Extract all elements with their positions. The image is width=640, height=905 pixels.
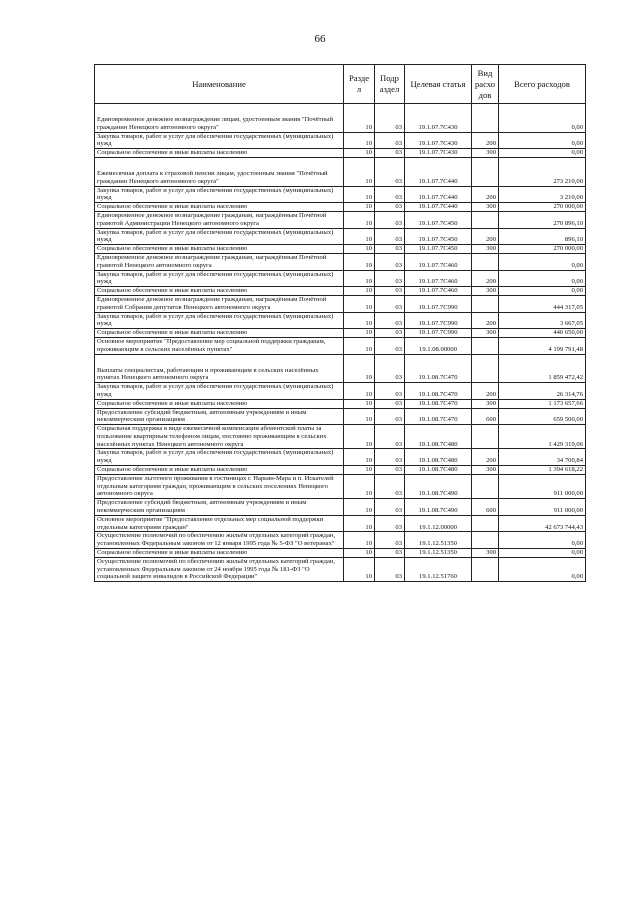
table-row bbox=[95, 383, 586, 400]
row-section: 10 bbox=[344, 515, 375, 532]
row-target: 19.1.08.7С480 bbox=[405, 466, 472, 475]
row-section: 10 bbox=[344, 157, 375, 186]
row-name: Предоставление субсидий бюджетным, автономным учреждениям и иным некоммерческим организациям bbox=[95, 499, 344, 516]
table-row bbox=[95, 157, 586, 186]
row-name: Социальное обеспечение и иные выплаты населению bbox=[95, 149, 344, 158]
row-subsection: 03 bbox=[375, 474, 405, 498]
table-row bbox=[95, 312, 586, 329]
row-target: 19.1.07.7С430 bbox=[405, 104, 472, 133]
row-subsection: 03 bbox=[375, 425, 405, 449]
row-section: 10 bbox=[344, 104, 375, 133]
table-row bbox=[95, 186, 586, 203]
row-amount: 0,00 bbox=[499, 253, 586, 270]
table-row bbox=[95, 329, 586, 338]
table-row bbox=[95, 337, 586, 354]
row-name: Закупка товаров, работ и услуг для обеспечения государственных (муниципальных) нужд bbox=[95, 186, 344, 203]
row-subsection: 03 bbox=[375, 228, 405, 245]
table-header-row bbox=[95, 65, 586, 104]
row-amount: 270 896,10 bbox=[499, 211, 586, 228]
row-subsection: 03 bbox=[375, 245, 405, 254]
row-target: 19.1.12.51760 bbox=[405, 557, 472, 581]
row-name: Закупка товаров, работ и услуг для обеспечения государственных (муниципальных) нужд bbox=[95, 383, 344, 400]
row-section: 10 bbox=[344, 186, 375, 203]
budget-table bbox=[94, 64, 586, 582]
header-target: Целевая статья bbox=[405, 65, 472, 104]
row-name: Социальное обеспечение и иные выплаты населению bbox=[95, 466, 344, 475]
row-name: Закупка товаров, работ и услуг для обеспечения государственных (муниципальных) нужд bbox=[95, 312, 344, 329]
row-subsection: 03 bbox=[375, 557, 405, 581]
table-row bbox=[95, 149, 586, 158]
row-name: Выплаты специалистам, работающим и проживающим в сельских населённых пунктах Ненецкого автономного округа bbox=[95, 354, 344, 383]
row-section: 10 bbox=[344, 312, 375, 329]
row-subsection: 03 bbox=[375, 466, 405, 475]
row-target: 19.1.07.7С460 bbox=[405, 287, 472, 296]
row-subsection: 03 bbox=[375, 149, 405, 158]
row-amount: 0,00 bbox=[499, 557, 586, 581]
row-amount: 273 210,00 bbox=[499, 157, 586, 186]
row-type: 200 bbox=[472, 228, 499, 245]
row-target: 19.1.08.7С470 bbox=[405, 408, 472, 425]
row-subsection: 03 bbox=[375, 157, 405, 186]
row-section: 10 bbox=[344, 474, 375, 498]
row-section: 10 bbox=[344, 203, 375, 212]
row-target: 19.1.08.7С470 bbox=[405, 354, 472, 383]
row-subsection: 03 bbox=[375, 211, 405, 228]
row-section: 10 bbox=[344, 425, 375, 449]
row-type: 300 bbox=[472, 203, 499, 212]
row-amount: 0,00 bbox=[499, 132, 586, 149]
row-amount: 42 673 744,43 bbox=[499, 515, 586, 532]
row-type: 300 bbox=[472, 466, 499, 475]
row-type: 200 bbox=[472, 449, 499, 466]
row-amount: 444 317,05 bbox=[499, 295, 586, 312]
row-type: 300 bbox=[472, 245, 499, 254]
row-target: 19.1.12.51350 bbox=[405, 549, 472, 558]
row-target: 19.1.07.7С440 bbox=[405, 157, 472, 186]
row-section: 10 bbox=[344, 253, 375, 270]
table-row bbox=[95, 287, 586, 296]
row-amount: 659 500,00 bbox=[499, 408, 586, 425]
row-section: 10 bbox=[344, 149, 375, 158]
row-subsection: 03 bbox=[375, 354, 405, 383]
row-type bbox=[472, 557, 499, 581]
row-section: 10 bbox=[344, 329, 375, 338]
row-amount: 911 000,00 bbox=[499, 499, 586, 516]
row-subsection: 03 bbox=[375, 253, 405, 270]
row-subsection: 03 bbox=[375, 132, 405, 149]
row-type bbox=[472, 157, 499, 186]
row-name: Основное мероприятие "Предоставление мер социальной поддержки гражданам, проживающим в сельских населённых пунктах" bbox=[95, 337, 344, 354]
row-type bbox=[472, 295, 499, 312]
table-row bbox=[95, 211, 586, 228]
table-row bbox=[95, 245, 586, 254]
row-section: 10 bbox=[344, 383, 375, 400]
table-row bbox=[95, 466, 586, 475]
row-section: 10 bbox=[344, 287, 375, 296]
row-name: Социальное обеспечение и иные выплаты населению bbox=[95, 549, 344, 558]
row-target: 19.1.08.7С470 bbox=[405, 383, 472, 400]
row-amount: 270 000,00 bbox=[499, 245, 586, 254]
table-body bbox=[95, 104, 586, 582]
row-type: 200 bbox=[472, 383, 499, 400]
table-row bbox=[95, 203, 586, 212]
row-amount: 1 394 618,22 bbox=[499, 466, 586, 475]
row-amount: 3 210,00 bbox=[499, 186, 586, 203]
row-type bbox=[472, 354, 499, 383]
row-type bbox=[472, 515, 499, 532]
row-subsection: 03 bbox=[375, 499, 405, 516]
row-target: 19.1.07.7С430 bbox=[405, 149, 472, 158]
row-subsection: 03 bbox=[375, 515, 405, 532]
row-type bbox=[472, 104, 499, 133]
row-type: 300 bbox=[472, 549, 499, 558]
row-target: 19.1.07.7С460 bbox=[405, 270, 472, 287]
row-subsection: 03 bbox=[375, 532, 405, 549]
row-target: 19.1.08.7С480 bbox=[405, 425, 472, 449]
row-name: Социальное обеспечение и иные выплаты населению bbox=[95, 245, 344, 254]
row-type bbox=[472, 532, 499, 549]
row-type: 200 bbox=[472, 312, 499, 329]
row-type: 300 bbox=[472, 149, 499, 158]
table-row bbox=[95, 449, 586, 466]
row-amount: 34 700,84 bbox=[499, 449, 586, 466]
row-name: Единовременное денежное вознаграждение гражданам, награждённым Почётной грамотой Собрания депутатов Ненецкого автономного округа bbox=[95, 295, 344, 312]
table-row bbox=[95, 425, 586, 449]
row-name: Закупка товаров, работ и услуг для обеспечения государственных (муниципальных) нужд bbox=[95, 228, 344, 245]
row-target: 19.1.07.7С430 bbox=[405, 132, 472, 149]
row-section: 10 bbox=[344, 466, 375, 475]
table-row bbox=[95, 532, 586, 549]
row-subsection: 03 bbox=[375, 287, 405, 296]
row-amount: 0,00 bbox=[499, 532, 586, 549]
table-row bbox=[95, 104, 586, 133]
row-type: 300 bbox=[472, 329, 499, 338]
row-amount: 1 859 472,42 bbox=[499, 354, 586, 383]
row-name: Социальное обеспечение и иные выплаты населению bbox=[95, 203, 344, 212]
row-subsection: 03 bbox=[375, 549, 405, 558]
row-amount: 270 000,00 bbox=[499, 203, 586, 212]
row-amount: 0,00 bbox=[499, 549, 586, 558]
table-row bbox=[95, 354, 586, 383]
table-row bbox=[95, 474, 586, 498]
row-target: 19.1.12.00000 bbox=[405, 515, 472, 532]
page-number: 66 bbox=[314, 33, 326, 45]
row-amount: 4 199 791,48 bbox=[499, 337, 586, 354]
row-name: Предоставление льготного проживания в гостиницах г. Нарьян-Мара и п. Искателей отдельным категориям граждан, проживающим в сельских поселениях Ненецкого автономного округа bbox=[95, 474, 344, 498]
row-name: Социальное обеспечение и иные выплаты населению bbox=[95, 399, 344, 408]
row-name: Социальное обеспечение и иные выплаты населению bbox=[95, 287, 344, 296]
table-row bbox=[95, 557, 586, 581]
row-target: 19.1.07.7С990 bbox=[405, 329, 472, 338]
table-row bbox=[95, 515, 586, 532]
row-target: 19.1.07.7С450 bbox=[405, 228, 472, 245]
row-type bbox=[472, 211, 499, 228]
row-section: 10 bbox=[344, 211, 375, 228]
row-target: 19.1.08.00000 bbox=[405, 337, 472, 354]
row-target: 19.1.07.7С460 bbox=[405, 253, 472, 270]
row-subsection: 03 bbox=[375, 186, 405, 203]
row-section: 10 bbox=[344, 532, 375, 549]
table-row bbox=[95, 270, 586, 287]
row-amount: 911 000,00 bbox=[499, 474, 586, 498]
row-amount: 0,00 bbox=[499, 270, 586, 287]
row-subsection: 03 bbox=[375, 449, 405, 466]
row-section: 10 bbox=[344, 245, 375, 254]
row-subsection: 03 bbox=[375, 270, 405, 287]
row-section: 10 bbox=[344, 499, 375, 516]
row-section: 10 bbox=[344, 549, 375, 558]
row-section: 10 bbox=[344, 408, 375, 425]
row-target: 19.1.07.7С450 bbox=[405, 211, 472, 228]
row-type: 300 bbox=[472, 399, 499, 408]
header-name: Наименование bbox=[95, 65, 344, 104]
row-type bbox=[472, 425, 499, 449]
row-subsection: 03 bbox=[375, 329, 405, 338]
row-target: 19.1.08.7С480 bbox=[405, 449, 472, 466]
row-amount: 26 314,76 bbox=[499, 383, 586, 400]
row-amount: 0,00 bbox=[499, 104, 586, 133]
row-subsection: 03 bbox=[375, 295, 405, 312]
row-name: Основное мероприятие "Предоставление отдельных мер социальной поддержки отдельным категориям граждан" bbox=[95, 515, 344, 532]
row-name: Закупка товаров, работ и услуг для обеспечения государственных (муниципальных) нужд bbox=[95, 449, 344, 466]
row-section: 10 bbox=[344, 399, 375, 408]
row-name: Социальная поддержка в виде ежемесячной компенсации абонентской платы за пользование квартирным телефоном лицам, постоянно проживающим в сельских населённых пунктах Ненецкого автономного округа bbox=[95, 425, 344, 449]
row-amount: 0,00 bbox=[499, 287, 586, 296]
row-type bbox=[472, 253, 499, 270]
header-type: Вид расхо дов bbox=[472, 65, 499, 104]
row-target: 19.1.07.7С440 bbox=[405, 203, 472, 212]
row-type: 600 bbox=[472, 408, 499, 425]
row-type: 300 bbox=[472, 287, 499, 296]
table-row bbox=[95, 499, 586, 516]
row-section: 10 bbox=[344, 337, 375, 354]
row-type: 600 bbox=[472, 499, 499, 516]
row-subsection: 03 bbox=[375, 312, 405, 329]
row-section: 10 bbox=[344, 557, 375, 581]
row-type bbox=[472, 474, 499, 498]
row-type: 200 bbox=[472, 270, 499, 287]
row-name: Единовременное денежное вознаграждение гражданам, награждённым Почётной грамотой Ненецкого автономного округа bbox=[95, 253, 344, 270]
row-name: Единовременное денежное вознаграждение гражданам, награждённым Почётной грамотой Администрации Ненецкого автономного округа bbox=[95, 211, 344, 228]
row-amount: 1 173 657,66 bbox=[499, 399, 586, 408]
row-amount: 0,00 bbox=[499, 149, 586, 158]
row-name: Закупка товаров, работ и услуг для обеспечения государственных (муниципальных) нужд bbox=[95, 132, 344, 149]
row-amount: 3 667,05 bbox=[499, 312, 586, 329]
row-type bbox=[472, 337, 499, 354]
row-target: 19.1.07.7С990 bbox=[405, 312, 472, 329]
row-amount: 896,10 bbox=[499, 228, 586, 245]
row-amount: 440 650,00 bbox=[499, 329, 586, 338]
row-subsection: 03 bbox=[375, 104, 405, 133]
header-total: Всего расходов bbox=[499, 65, 586, 104]
row-subsection: 03 bbox=[375, 383, 405, 400]
table-row bbox=[95, 228, 586, 245]
row-target: 19.1.07.7С440 bbox=[405, 186, 472, 203]
row-type: 200 bbox=[472, 186, 499, 203]
table-row bbox=[95, 399, 586, 408]
row-name: Предоставление субсидий бюджетным, автономным учреждениям и иным некоммерческим организациям bbox=[95, 408, 344, 425]
row-target: 19.1.08.7С470 bbox=[405, 399, 472, 408]
table-row bbox=[95, 253, 586, 270]
row-name: Закупка товаров, работ и услуг для обеспечения государственных (муниципальных) нужд bbox=[95, 270, 344, 287]
row-section: 10 bbox=[344, 132, 375, 149]
row-subsection: 03 bbox=[375, 408, 405, 425]
row-section: 10 bbox=[344, 354, 375, 383]
row-name: Социальное обеспечение и иные выплаты населению bbox=[95, 329, 344, 338]
row-section: 10 bbox=[344, 295, 375, 312]
row-name: Единовременное денежное вознаграждение лицам, удостоенным звания "Почётный гражданин Ненецкого автономного округа" bbox=[95, 104, 344, 133]
header-subsection: Подр аздел bbox=[375, 65, 405, 104]
row-target: 19.1.07.7С450 bbox=[405, 245, 472, 254]
table-row bbox=[95, 408, 586, 425]
row-section: 10 bbox=[344, 449, 375, 466]
header-section: Разде л bbox=[344, 65, 375, 104]
table-row bbox=[95, 132, 586, 149]
row-subsection: 03 bbox=[375, 337, 405, 354]
row-subsection: 03 bbox=[375, 203, 405, 212]
row-name: Осуществление полномочий по обеспечению жильём отдельных категорий граждан, установленных Федеральным законом от 24 ноября 1995 года № 181-ФЗ "О социальной защите инвалидов в Российской Федерации" bbox=[95, 557, 344, 581]
row-subsection: 03 bbox=[375, 399, 405, 408]
row-target: 19.1.08.7С490 bbox=[405, 474, 472, 498]
row-target: 19.1.12.51350 bbox=[405, 532, 472, 549]
row-type: 200 bbox=[472, 132, 499, 149]
row-name: Ежемесячная доплата к страховой пенсии лицам, удостоенным звания "Почётный гражданин Ненецкого автономного округа" bbox=[95, 157, 344, 186]
table-row bbox=[95, 295, 586, 312]
row-section: 10 bbox=[344, 270, 375, 287]
row-name: Осуществление полномочий по обеспечению жильём отдельных категорий граждан, установленных Федеральным законом от 12 января 1995 года № 5-ФЗ "О ветеранах" bbox=[95, 532, 344, 549]
table-row bbox=[95, 549, 586, 558]
row-target: 19.1.08.7С490 bbox=[405, 499, 472, 516]
row-section: 10 bbox=[344, 228, 375, 245]
row-target: 19.1.07.7С990 bbox=[405, 295, 472, 312]
row-amount: 1 429 319,06 bbox=[499, 425, 586, 449]
